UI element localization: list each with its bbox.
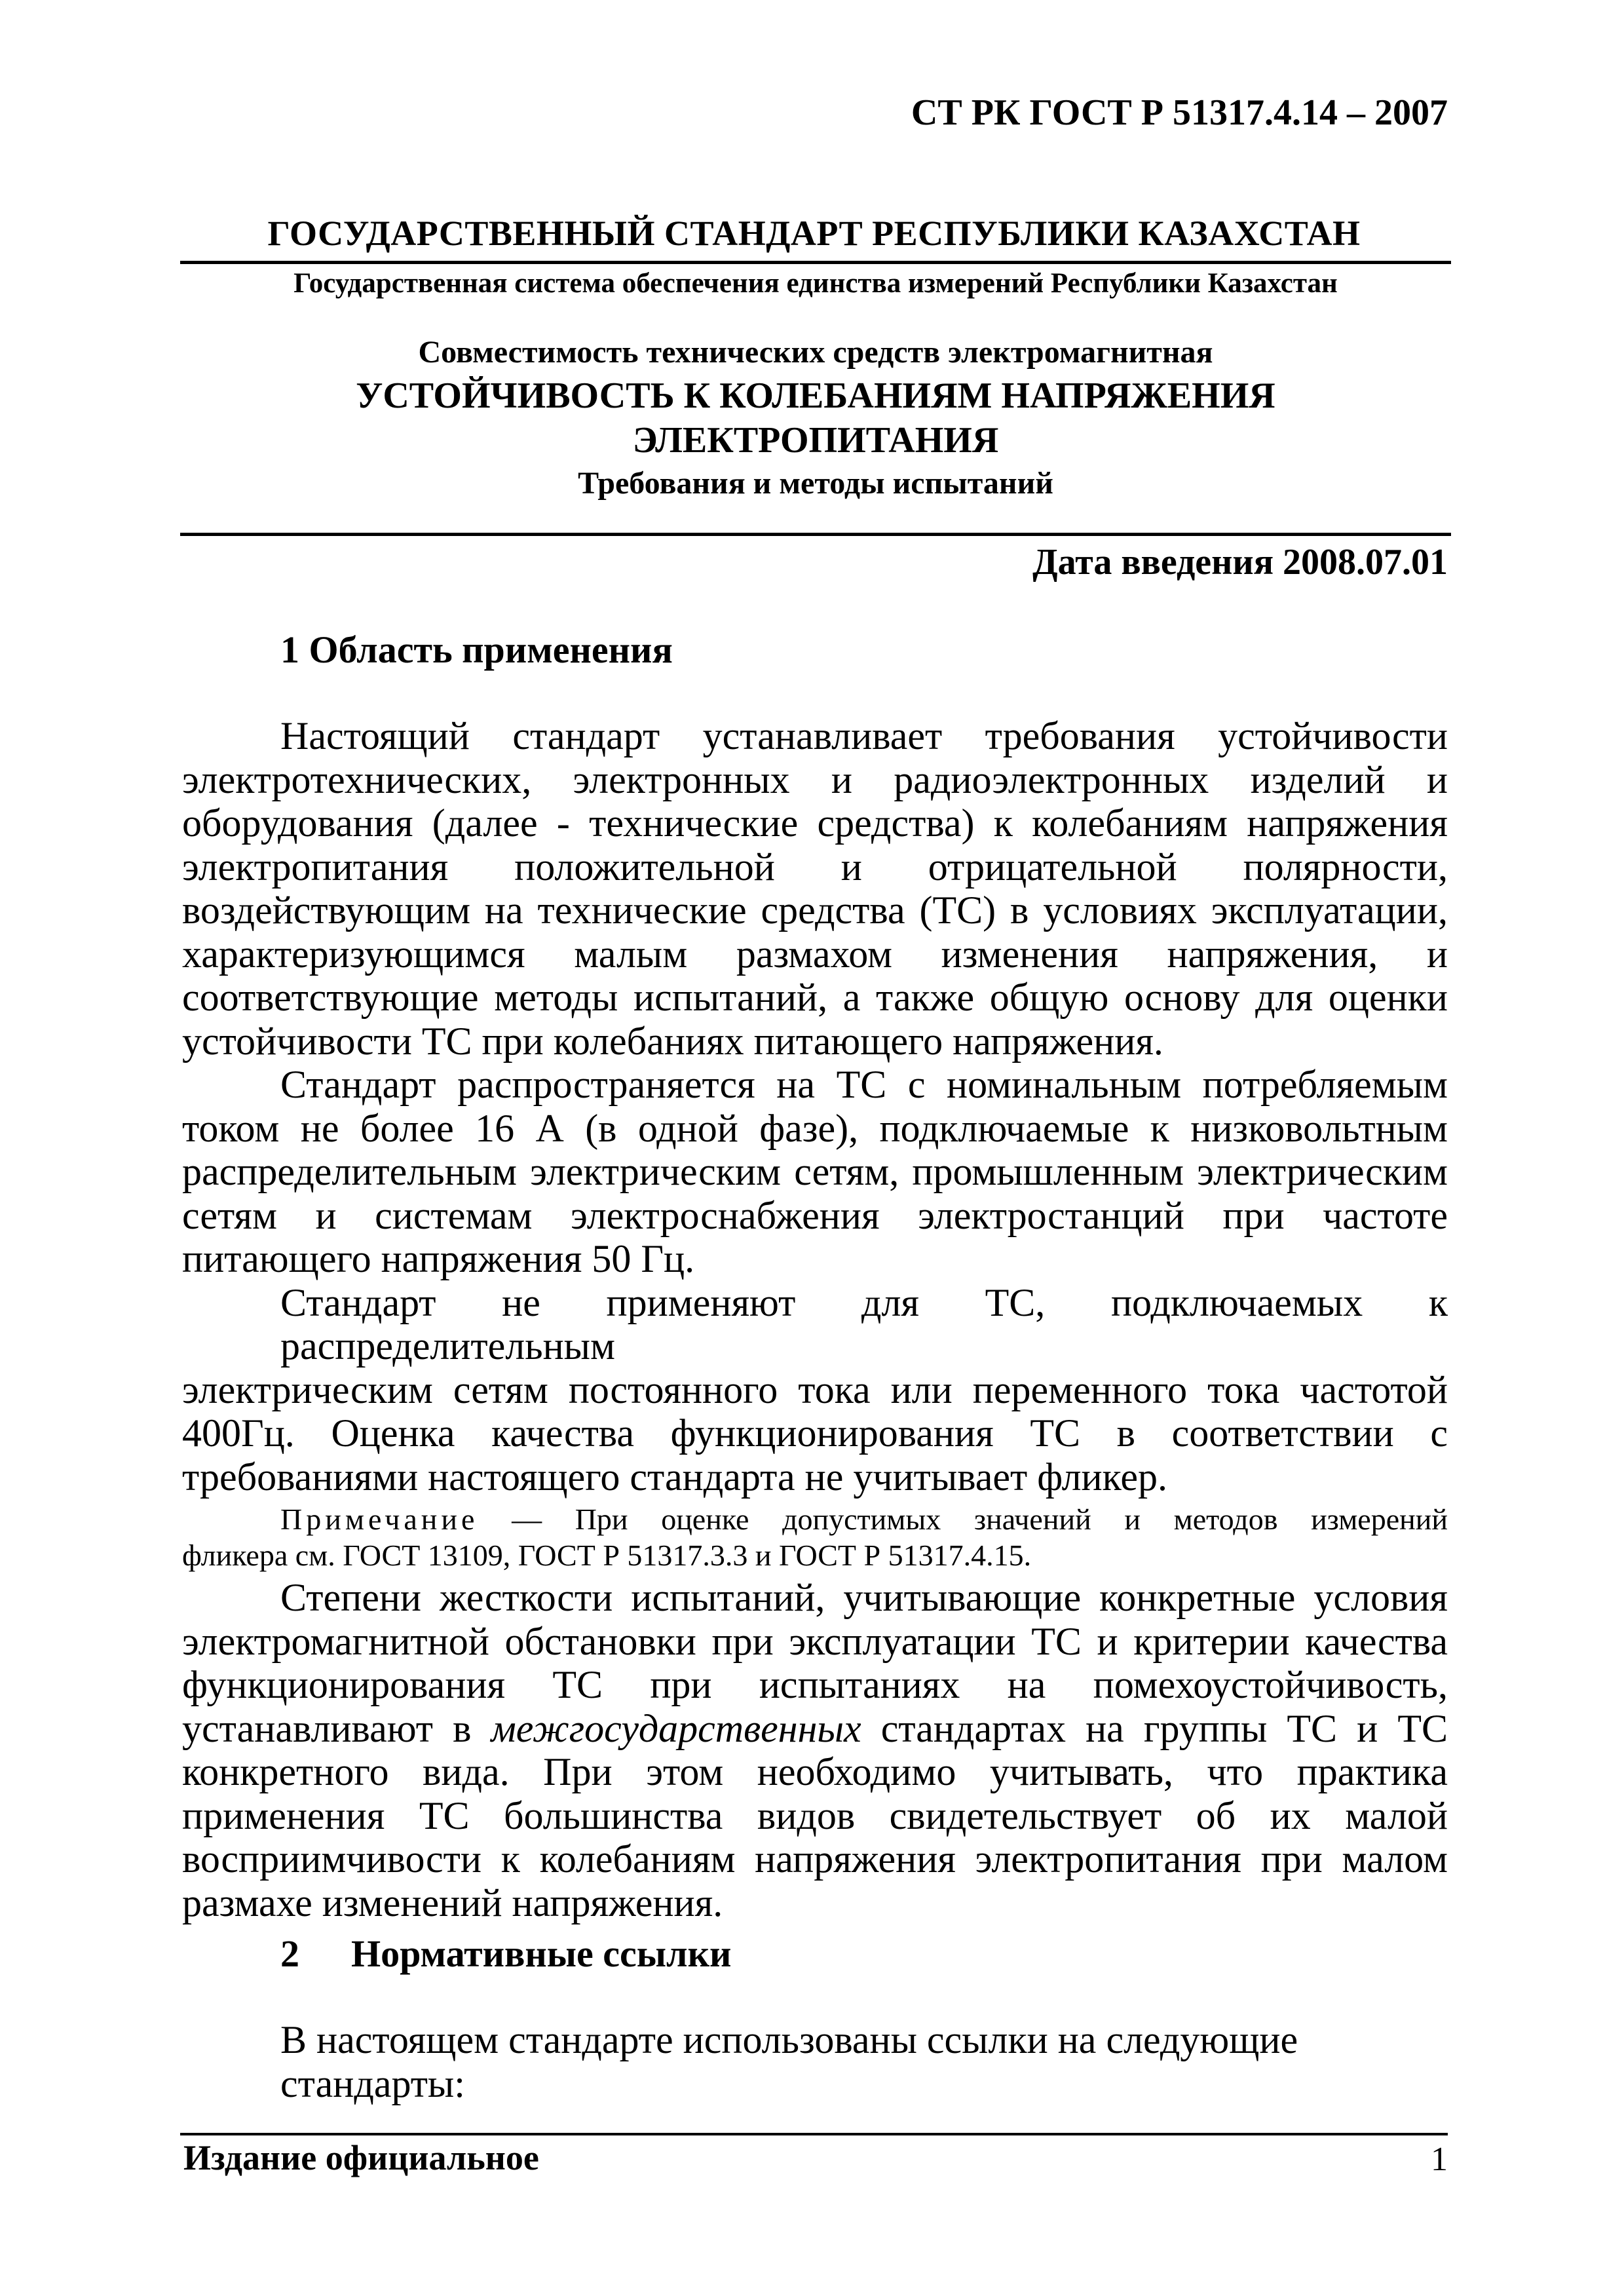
header-bottom-rule: [180, 533, 1451, 536]
subject-line-2: УСТОЙЧИВОСТЬ К КОЛЕБАНИЯМ НАПРЯЖЕНИЯ: [356, 375, 1275, 416]
subject-line-4: Требования и методы испытаний: [578, 466, 1053, 501]
text-line: питающего напряжения 50 Гц.: [182, 1237, 695, 1280]
text-line: Настоящий стандарт устанавливает требования устойчивости: [280, 714, 1448, 757]
text-line: электромагнитной обстановки при эксплуатации ТС и критерии качества: [182, 1619, 1448, 1663]
note-line-1: [182, 1501, 1448, 1537]
introduction-date: Дата введения 2008.07.01: [1032, 542, 1448, 583]
paragraph-4: [182, 1576, 1448, 1924]
text-fragment: стандартах на группы ТС и ТС: [861, 1706, 1448, 1750]
text-line: электротехнических, электронных и радиоэлектронных изделий и: [182, 757, 1448, 801]
text-line: конкретного вида. При этом необходимо учитывать, что практика: [182, 1750, 1448, 1793]
text-line: [182, 1707, 1448, 1751]
text-line: 400Гц. Оценка качества функционирования ТС в соответствии с: [182, 1411, 1448, 1455]
text-line: Степени жесткости испытаний, учитывающие конкретные условия: [280, 1576, 1448, 1619]
text-fragment: устанавливают в: [182, 1706, 491, 1750]
document-code: СТ РК ГОСТ Р 51317.4.14 – 2007: [911, 92, 1448, 133]
text-line: воздействующим на технические средства (ТС) в условиях эксплуатации,: [182, 889, 1448, 932]
subject-line-1: Совместимость технических средств электромагнитная: [418, 335, 1213, 370]
text-line: размахе изменений напряжения.: [182, 1881, 723, 1924]
title-rule: [180, 261, 1451, 264]
text-line: электрическим сетям постоянного тока или переменного тока частотой: [182, 1368, 1448, 1411]
section-2-heading: [280, 1932, 731, 1976]
paragraph-2: [182, 1063, 1448, 1281]
official-edition-label: Издание официальное: [183, 2138, 539, 2177]
note: [182, 1501, 1448, 1573]
state-standard-title: ГОСУДАРСТВЕННЫЙ СТАНДАРТ РЕСПУБЛИКИ КАЗАХСТАН: [267, 214, 1361, 253]
section-2-number: 2: [280, 1932, 299, 1975]
italic-term: межгосударственных: [491, 1706, 861, 1750]
section-2-title: Нормативные ссылки: [351, 1932, 732, 1975]
paragraph-3: [182, 1281, 1448, 1499]
text-line: током не более 16 А (в одной фазе), подключаемые к низковольтным: [182, 1106, 1448, 1150]
text-line: функционирования ТС при испытаниях на помехоустойчивость,: [182, 1663, 1448, 1706]
text-line: Стандарт не применяют для ТС, подключаемых к распределительным: [280, 1280, 1448, 1368]
text-line: электропитания положительной и отрицательной полярности,: [182, 845, 1448, 889]
text-line: требованиями настоящего стандарта не учитывает фликер.: [182, 1455, 1167, 1499]
text-line: устойчивости ТС при колебаниях питающего напряжения.: [182, 1019, 1163, 1063]
text-line: применения ТС большинства видов свидетельствует об их малой: [182, 1793, 1448, 1837]
section-2-intro: В настоящем стандарте использованы ссылки на следующие стандарты:: [280, 2018, 1298, 2105]
text-line: сетям и системам электроснабжения электростанций при частоте: [182, 1193, 1448, 1237]
page-number: 1: [1431, 2141, 1448, 2178]
text-line: распределительным электрическим сетям, промышленным электрическим: [182, 1150, 1448, 1193]
text-line: соответствующие методы испытаний, а также общую основу для оценки: [182, 976, 1448, 1019]
subject-line-3: ЭЛЕКТРОПИТАНИЯ: [632, 420, 999, 461]
note-line-2: фликера см. ГОСТ 13109, ГОСТ Р 51317.3.3 и ГОСТ Р 51317.4.15.: [182, 1539, 1032, 1572]
note-label: Примечание: [280, 1502, 479, 1536]
measurement-system-line: Государственная система обеспечения единства измерений Республики Казахстан: [293, 268, 1338, 299]
text-line: восприимчивости к колебаниям напряжения электропитания при малом: [182, 1837, 1448, 1881]
text-line: характеризующимся малым размахом изменения напряжения, и: [182, 932, 1448, 976]
note-text: — При оценке допустимых значений и методов измерений: [478, 1502, 1448, 1536]
text-line: оборудования (далее - технические средства) к колебаниям напряжения: [182, 801, 1448, 845]
footer-rule: [180, 2133, 1448, 2135]
section-1-body: [182, 714, 1448, 1924]
text-line: Стандарт распространяется на ТС с номинальным потребляемым: [280, 1063, 1448, 1106]
paragraph-1: [182, 714, 1448, 1063]
section-1-heading: 1 Область применения: [280, 628, 673, 671]
